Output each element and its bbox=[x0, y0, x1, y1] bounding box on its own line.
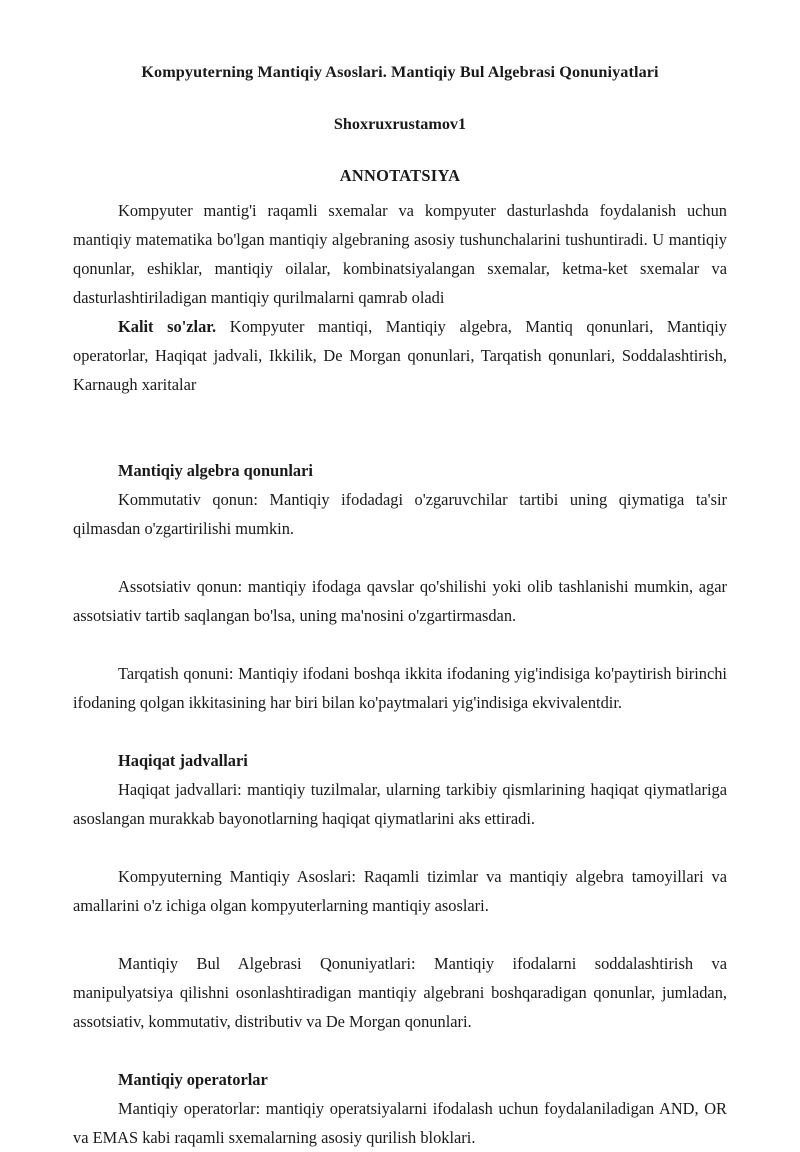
paragraph-boolean-algebra-laws: Mantiqiy Bul Algebrasi Qonuniyatlari: Mantiqiy ifodalarni soddalashtirish va manipulyatsiya qilishni osonlashtiradigan mantiqiy algebrani boshqaradigan qonunlar, jumladan, assotsiativ, kommutativ, distributiv va De Morgan qonunlari. bbox=[73, 953, 727, 1031]
paragraph-computer-logic-foundations: Kompyuterning Mantiqiy Asoslari: Raqamli tizimlar va mantiqiy algebra tamoyillari va amallarini o'z ichiga olgan kompyuterlarning mantiqiy asoslari. bbox=[73, 866, 727, 915]
paragraph-spacer bbox=[73, 833, 727, 862]
section-heading-truth-tables: Haqiqat jadvallari bbox=[118, 750, 248, 770]
paragraph-truth-tables: Haqiqat jadvallari: mantiqiy tuzilmalar, ularning tarkibiy qismlarining haqiqat qiymatlariga asoslangan murakkab bayonotlarning haqiqat qiymatlarini aks ettiradi. bbox=[73, 779, 727, 828]
keywords-paragraph bbox=[73, 312, 727, 399]
section-heading-logic-laws: Mantiqiy algebra qonunlari bbox=[118, 460, 313, 480]
abstract-paragraph: Kompyuter mantig'i raqamli sxemalar va kompyuter dasturlashda foydalanish uchun mantiqiy matematika bo'lgan mantiqiy algebraning asosiy tushunchalarini tushuntiradi. U mantiqiy qonunlar, eshiklar, mantiqiy oilalar, kombinatsiyalangan sxemalar, ketma-ket sxemalar va dasturlashtiriladigan mantiqiy qurilmalarni qamrab oladi bbox=[73, 200, 727, 307]
author-name: Shoxruxrustamov1 bbox=[333, 114, 467, 133]
section-heading-logic-operators: Mantiqiy operatorlar bbox=[118, 1069, 268, 1089]
section-spacer bbox=[73, 717, 727, 746]
paragraph-logic-operators: Mantiqiy operatorlar: mantiqiy operatsiyalarni ifodalash uchun foydalaniladigan AND, OR va EMAS kabi raqamli sxemalarning asosiy qurilish bloklari. bbox=[73, 1098, 727, 1147]
section-spacer bbox=[73, 1036, 727, 1065]
section-spacer bbox=[73, 399, 727, 456]
paragraph-spacer bbox=[73, 543, 727, 572]
paragraph-distributive-law: Tarqatish qonuni: Mantiqiy ifodani boshqa ikkita ifodaning yig'indisiga ko'paytirish birinchi ifodaning qolgan ikkitasining har biri bilan ko'paytmalari yig'indisiga ekvivalentdir. bbox=[73, 663, 727, 712]
paragraph-spacer bbox=[73, 920, 727, 949]
abstract-heading: ANNOTATSIYA bbox=[339, 165, 461, 185]
page-title: Kompyuterning Mantiqiy Asoslari. Mantiqiy Bul Algebrasi Qonuniyatlari bbox=[141, 63, 659, 81]
paragraph-commutative-law: Kommutativ qonun: Mantiqiy ifodadagi o'zgaruvchilar tartibi uning qiymatiga ta'sir qilmasdan o'zgartirilishi mumkin. bbox=[73, 489, 727, 538]
paragraph-associative-law: Assotsiativ qonun: mantiqiy ifodaga qavslar qo'shilishi yoki olib tashlanishi mumkin, agar assotsiativ tartib saqlangan bo'lsa, uning ma'nosini o'zgartirmasdan. bbox=[73, 576, 727, 625]
keywords-text: Kompyuter mantiqi, Mantiqiy algebra, Mantiq qonunlari, Mantiqiy operatorlar, Haqiqat jadvali, Ikkilik, De Morgan qonunlari, Tarqatish qonunlari, Soddalashtirish, Karnaugh xaritalar bbox=[73, 316, 727, 394]
keywords-label: Kalit so'zlar. bbox=[118, 316, 217, 336]
abstract-block bbox=[73, 187, 727, 312]
paragraph-spacer bbox=[73, 630, 727, 659]
